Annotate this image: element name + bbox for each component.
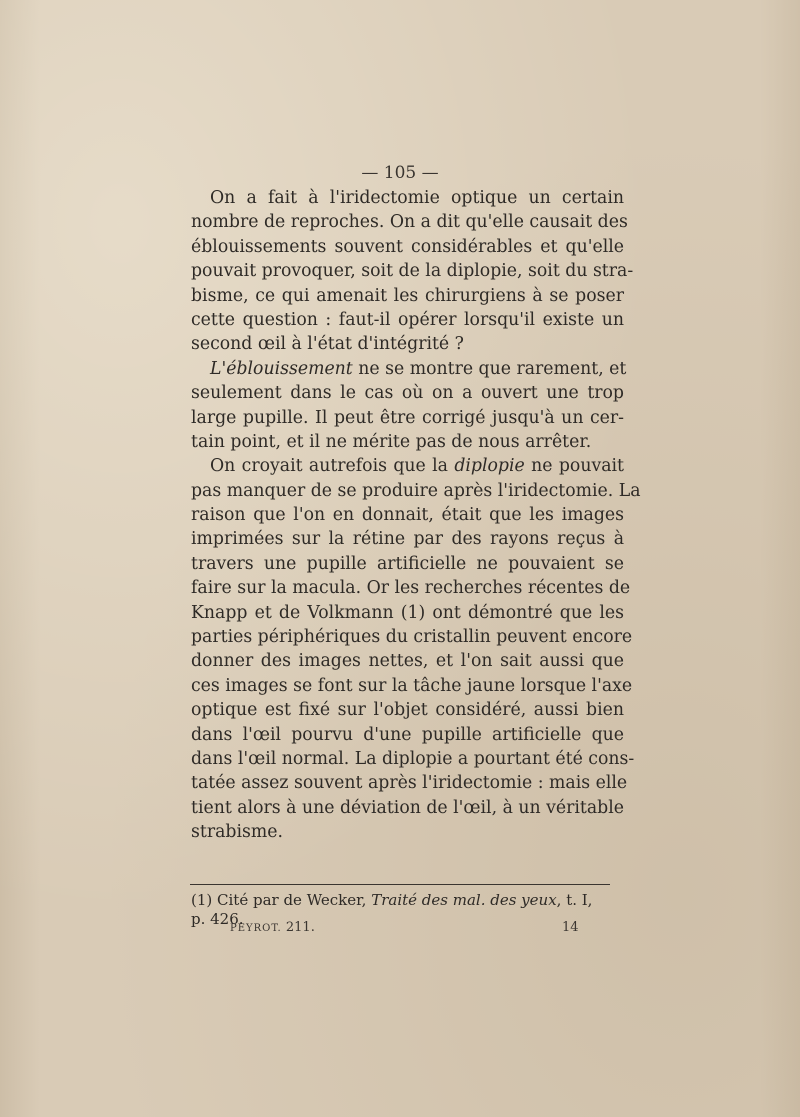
text-line: bisme, ce qui amenait les chirurgiens à se poser <box>191 285 624 306</box>
text-line: dans l'œil normal. La diplopie a pourtant été cons- <box>191 748 635 769</box>
text-line: dans l'œil pourvu d'une pupille artificielle que <box>191 724 624 745</box>
signature-number: 211. <box>281 920 315 935</box>
text-line: pouvait provoquer, soit de la diplopie, soit du stra- <box>191 261 634 282</box>
footnote-divider <box>190 884 610 885</box>
text-line: pas manquer de se produire après l'iridectomie. La <box>191 480 641 501</box>
text-line: ces images se font sur la tâche jaune lorsque l'axe <box>191 675 633 696</box>
text-line: cette question : faut-il opérer lorsqu'il existe un <box>191 309 624 330</box>
text-line: large pupille. Il peut être corrigé jusqu'à un cer- <box>191 407 624 428</box>
italic-term: diplopie <box>454 456 525 477</box>
signature-left <box>230 919 315 938</box>
text-line: travers une pupille artificielle ne pouvaient se <box>191 553 624 574</box>
text-line <box>191 357 627 381</box>
footnote-text: (1) Cité par de Wecker, <box>191 891 372 909</box>
text-line: second œil à l'état d'intégrité ? <box>191 334 464 355</box>
body-text <box>191 186 641 845</box>
text-line: éblouissements souvent considérables et qu'elle <box>191 236 624 257</box>
text-line: tatée assez souvent après l'iridectomie : mais elle <box>191 773 628 794</box>
text-line: nombre de reproches. On a dit qu'elle causait des <box>191 212 628 233</box>
text-line: tient alors à une déviation de l'œil, à un véritable <box>191 797 624 818</box>
footnote-line <box>191 891 621 910</box>
text-line: Knapp et de Volkmann (1) ont démontré que les <box>191 602 624 623</box>
footnote-text: , t. I, <box>556 891 593 909</box>
text-line: On a fait à l'iridectomie optique un certain <box>210 188 624 208</box>
italic-term: L'éblouissement <box>210 358 353 379</box>
text-fragment: ne pouvait <box>524 456 624 477</box>
footnote-title: Traité des mal. des yeux <box>371 891 557 909</box>
text-line: imprimées sur la rétine par des rayons reçus à <box>191 529 624 550</box>
footnote-line: p. 426. <box>191 910 244 928</box>
text-line: strabisme. <box>191 822 283 843</box>
text-line: faire sur la macula. Or les recherches récentes de <box>191 578 631 599</box>
text-line: seulement dans le cas où on a ouvert une trop <box>191 383 624 404</box>
text-line: raison que l'on en donnait, était que les images <box>191 505 624 526</box>
text-line: parties périphériques du cristallin peuvent encore <box>191 627 633 648</box>
text-line: tain point, et il ne mérite pas de nous arrêter. <box>191 431 592 452</box>
text-line <box>191 454 624 478</box>
text-fragment: ne se montre que rarement, et <box>352 358 627 379</box>
text-line: optique est fixé sur l'objet considéré, aussi bien <box>191 700 624 721</box>
signature-sheet: 14 <box>562 920 579 935</box>
text-line: donner des images nettes, et l'on sait aussi que <box>191 651 624 672</box>
signature-author: PEYROT. <box>230 923 282 934</box>
page-number: — 105 — <box>361 163 439 183</box>
text-fragment: On croyait autrefois que la <box>210 456 455 477</box>
